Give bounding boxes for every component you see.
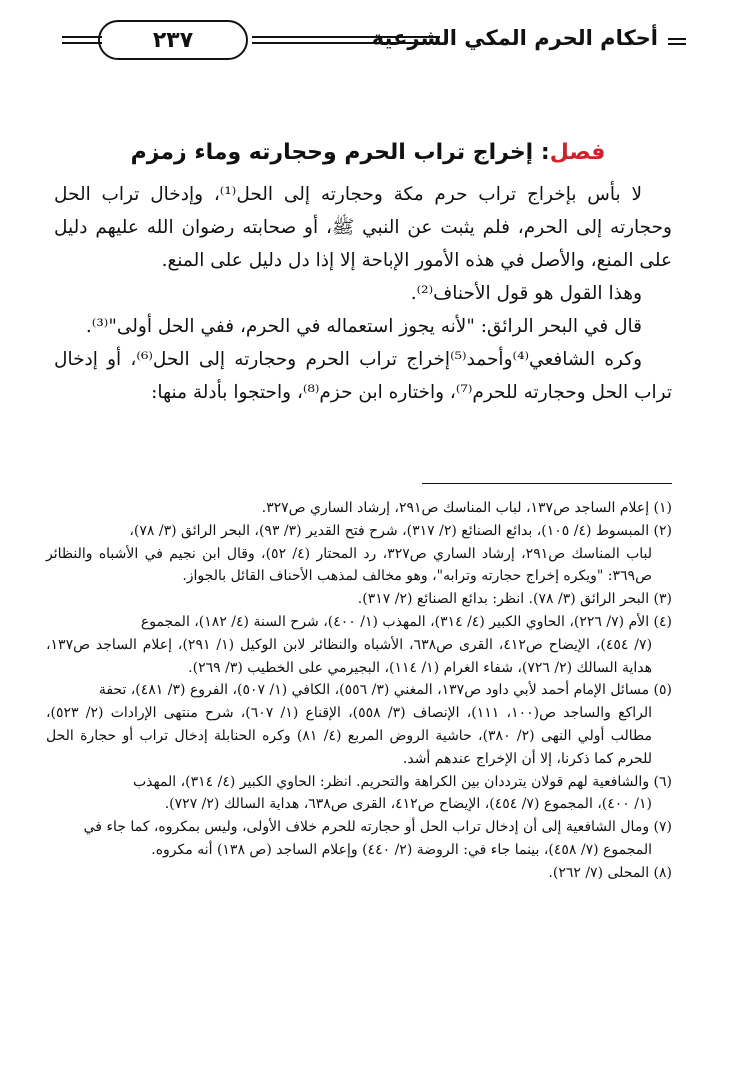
footnote-line: (٢) المبسوط (٤/ ١٠٥)، بدائع الصنائع (٢/ ٣١٧)، شرح فتح القدير (٣/ ٩٣)، البحر الرائق (٣/ ٧٨)،	[129, 522, 672, 539]
footnote-line: (٤) الأم (٧/ ٢٢٦)، الحاوي الكبير (٤/ ٣١٤)، المهذب (١/ ٤٠٠)، شرح السنة (٤/ ١٨٢)، المجموع	[140, 613, 672, 630]
footnote-line: (٨) المحلى (٧/ ٢٦٢).	[548, 864, 672, 881]
main-text	[54, 178, 672, 409]
footnote-line: (٧) ومال الشافعية إلى أن إدخال تراب الحل أو حجارته للحرم خلاف الأولى، وليس بمكروه، كما جاء في	[83, 819, 672, 836]
footnotes	[46, 497, 672, 885]
footnote	[46, 611, 672, 679]
footnote	[46, 520, 672, 588]
footnote-continuation: لباب المناسك ص٢٩١، إرشاد الساري ص٣٢٧، رد المحتار (٤/ ٥٢)، وقال ابن نجيم في الأشباه والنظائر ص٣٦٩: "ويكره إخراج حجارته وترابه"، وهو مخالف لمذهب الأحناف القائل بالجواز.	[46, 545, 653, 585]
section-title-text: : إخراج تراب الحرم وحجارته وماء زمزم	[130, 140, 550, 165]
section-label: فصل	[549, 140, 606, 165]
book-title: أحكام الحرم المكي الشرعية	[371, 26, 658, 50]
footnote	[46, 771, 672, 817]
footnote	[46, 816, 672, 862]
footnote	[46, 497, 672, 520]
paragraph: قال في البحر الرائق: "لأنه يجوز استعماله في الحرم، ففي الحل أولى"⁽³⁾.	[85, 316, 642, 337]
footnote-continuation: المجموع (٧/ ٤٥٨)، بينما جاء في: الروضة (٢/ ٤٤٠) وإعلام الساجد (ص ١٣٨) أنه مكروه.	[151, 841, 652, 858]
page-number: ٢٣٧	[98, 20, 248, 60]
paragraph: وكره الشافعي⁽⁴⁾وأحمد⁽⁵⁾إخراج تراب الحرم وحجارته إلى الحل⁽⁶⁾، أو إدخال تراب الحل وحجارته للحرم⁽⁷⁾، واختاره ابن حزم⁽⁸⁾، واحتجوا بأدلة منها:	[54, 349, 672, 403]
paragraph: وهذا القول هو قول الأحناف⁽²⁾.	[410, 283, 642, 304]
footnote-continuation: (١/ ٤٠٠)، المجموع (٧/ ٤٥٤)، الإيضاح ص٤١٢، القرى ص٦٣٨، هداية السالك (٢/ ٧٢٧).	[164, 796, 652, 813]
footnote-continuation: (٧/ ٤٥٤)، الإيضاح ص٤١٢، القرى ص٦٣٨، الأشباه والنظائر لابن الوكيل (١/ ٢٩١)، إعلام الساجد ص١٣٧، هداية السالك (٢/ ٧٢٦)، شفاء الغرام (١/ ١١٤)، البجيرمي على الخطيب (٣/ ٢٦٩).	[46, 636, 653, 676]
section-heading	[118, 140, 618, 165]
header-dash	[668, 38, 686, 45]
footnote-line: (١) إعلام الساجد ص١٣٧، لباب المناسك ص٢٩١، إرشاد الساري ص٣٢٧.	[261, 500, 672, 516]
running-header	[62, 20, 686, 64]
footnote-divider	[422, 483, 672, 484]
footnote	[46, 588, 672, 611]
footnote	[46, 679, 672, 770]
footnote-line: (٣) البحر الرائق (٣/ ٧٨). انظر: بدائع الصنائع (٢/ ٣١٧).	[357, 591, 672, 608]
footnote	[46, 862, 672, 885]
paragraph: لا بأس بإخراج تراب حرم مكة وحجارته إلى الحل⁽¹⁾، وإدخال تراب الحل وحجارته إلى الحرم، فلم يثبت عن النبي ﷺ، أو صحابته رضوان الله عليهم دليل على المنع، والأصل في هذه الأمور الإباحة إلا إذا دل دليل على المنع.	[54, 184, 672, 271]
footnote-line: (٦) والشافعية لهم قولان يترددان بين الكراهة والتحريم. انظر: الحاوي الكبير (٤/ ٣١٤)، المهذب	[132, 773, 672, 790]
footnote-continuation: الراكع والساجد ص(١٠٠، ١١١)، الإنصاف (٣/ ٥٥٨)، الإقناع (١/ ٦٠٧)، شرح منتهى الإرادات (٢/ ٥٢٣)، مطالب أولي النهى (٢/ ٣٨٠)، حاشية الروض المربع (٤/ ٨١) وكره الحنابلة إدخال تراب أو حجارة الحل للحرم كما ذكرنا، إلا أن الإخراج عندهم أشد.	[46, 705, 653, 767]
footnote-line: (٥) مسائل الإمام أحمد لأبي داود ص١٣٧، المغني (٣/ ٥٥٦)، الكافي (١/ ٥٠٧)، الفروع (٣/ ٤٨١)، تحفة	[98, 682, 672, 699]
header-rule-left	[62, 36, 102, 44]
header-rule	[252, 36, 440, 44]
